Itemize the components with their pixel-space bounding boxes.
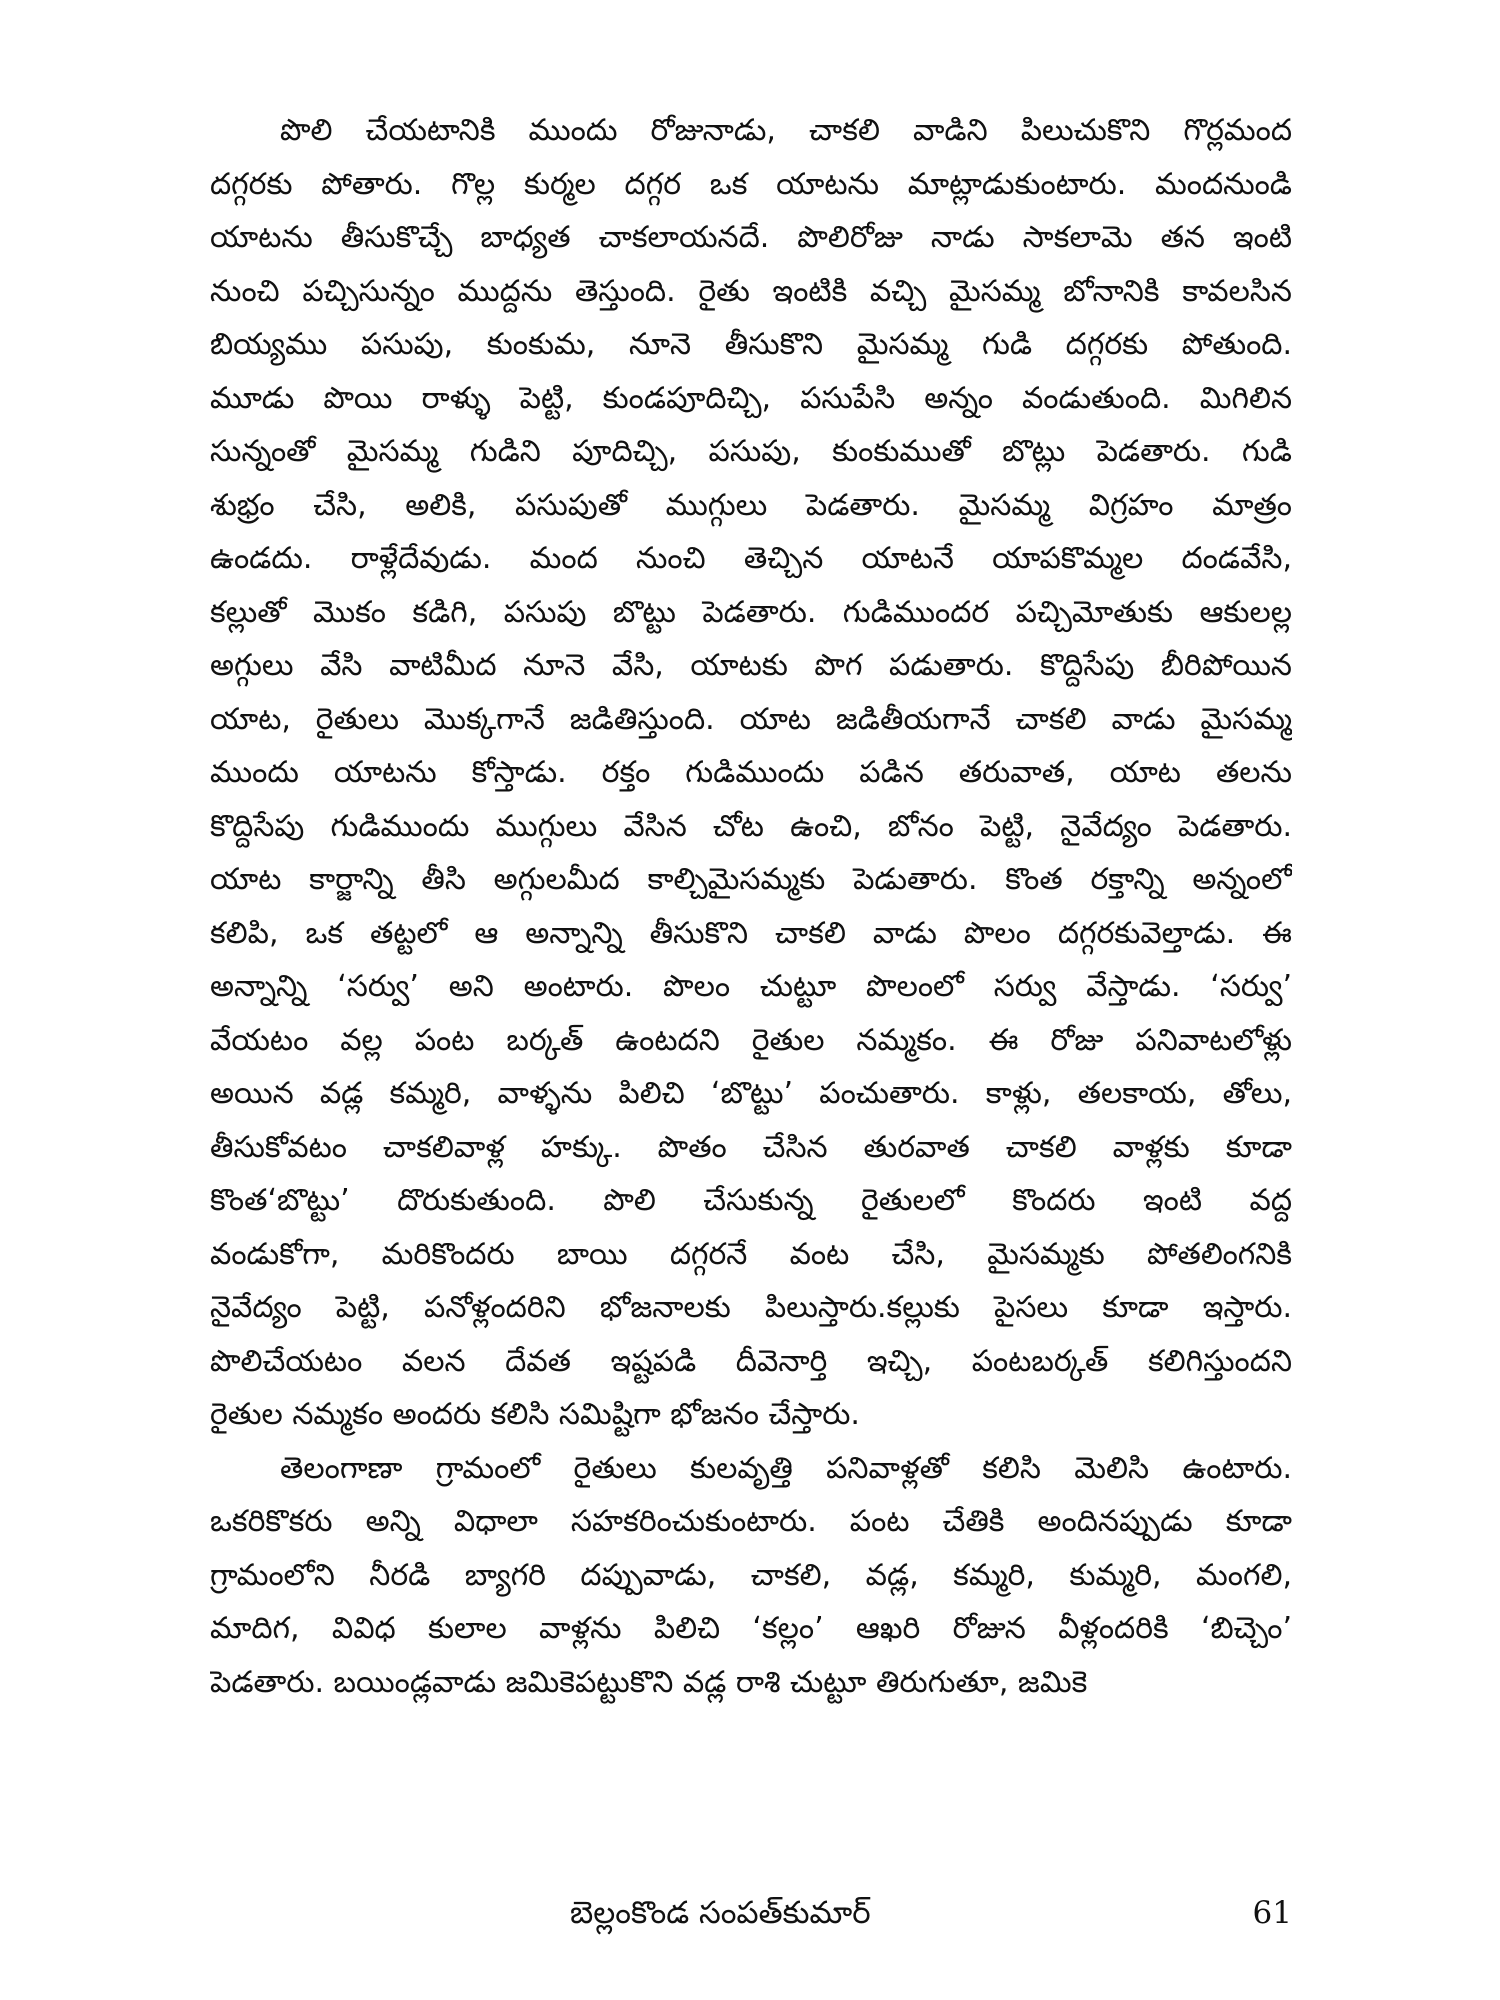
text-line: అగ్గులు వేసి వాటిమీద నూనె వేసి, యాటకు పొగ పడుతారు. కొద్దిసేపు బీరిపోయిన (210, 648, 1292, 683)
text-line: ముందు యాటను కోస్తాడు. రక్తం గుడిముందు పడిన తరువాత, యాట తలను (210, 755, 1292, 790)
footer-author: బెల్లంకొండ సంపత్‌కుమార్ (570, 1895, 871, 1931)
paragraph-2 (210, 1442, 1292, 1710)
text-line: కొంత‘బొట్టు’ దొరుకుతుంది. పొలి చేసుకున్న రైతులలో కొందరు ఇంటి వద్ద (210, 1183, 1292, 1218)
text-line: తీసుకోవటం చాకలివాళ్ల హక్కు. పొతం చేసిన తురవాత చాకలి వాళ్లకు కూడా (210, 1129, 1292, 1165)
text-line: మాదిగ, వివిధ కులాల వాళ్లను పిలిచి ‘కల్లం’ ఆఖరి రోజున వీళ్లందరికి ‘బిచ్చెం’ (210, 1611, 1292, 1646)
text-line: తెలంగాణా గ్రామంలో రైతులు కులవృత్తి పనివాళ్లతో కలిసి మెలిసి ఉంటారు. (280, 1450, 1292, 1486)
text-line: బియ్యము పసుపు, కుంకుమ, నూనె తీసుకొని మైసమ్మ గుడి దగ్గరకు పోతుంది. (210, 327, 1292, 362)
text-line: గ్రామంలోని నీరడి బ్యాగరి దప్పువాడు, చాకలి, వడ్ల, కమ్మరి, కుమ్మరి, మంగలి, (210, 1557, 1292, 1593)
text-line: రైతుల నమ్మకం అందరు కలిసి సమిష్టిగా భోజనం చేస్తారు. (210, 1397, 860, 1432)
page-number: 61 (1252, 1895, 1292, 1931)
text-line: ఒకరికొకరు అన్ని విధాలా సహకరించుకుంటారు. పంట చేతికి అందినప్పుడు కూడా (210, 1504, 1292, 1539)
text-line: పెడతారు. బయిండ్లవాడు జమికెపట్టుకొని వడ్ల రాశి చుట్టూ తిరుగుతూ, జమికె (210, 1664, 1088, 1700)
page-footer (210, 1888, 1292, 1938)
text-line: పొలి చేయటానికి ముందు రోజునాడు, చాకలి వాడిని పిలుచుకొని గొర్లమంద (280, 113, 1292, 148)
text-line: ఉండదు. రాళ్లేదేవుడు. మంద నుంచి తెచ్చిన యాటనే యాపకొమ్మల దండవేసి, (210, 541, 1292, 576)
text-line: వేయటం వల్ల పంట బర్కత్ ఉంటదని రైతుల నమ్మకం. ఈ రోజు పనివాటలోళ్లు (210, 1022, 1292, 1058)
text-line: కొద్దిసేపు గుడిముందు ముగ్గులు వేసిన చోట ఉంచి, బోనం పెట్టి, నైవేద్యం పెడతారు. (210, 808, 1292, 844)
text-line: నైవేద్యం పెట్టి, పనోళ్లందరిని భోజనాలకు పిలుస్తారు.కల్లుకు పైసలు కూడా ఇస్తారు. (210, 1290, 1292, 1325)
text-line: పొలిచేయటం వలన దేవత ఇష్టపడి దీవెనార్తి ఇచ్చి, పంటబర్కత్ కలిగిస్తుందని (210, 1343, 1292, 1379)
text-line: యాట, రైతులు మొక్కగానే జడితిస్తుంది. యాట జడితీయగానే చాకలి వాడు మైసమ్మ (210, 701, 1292, 737)
text-line: కల్లుతో మొకం కడిగి, పసుపు బొట్టు పెడతారు. గుడిముందర పచ్చిమోతుకు ఆకులల్ల (210, 594, 1292, 630)
text-line: నుంచి పచ్చిసున్నం ముద్దను తెస్తుంది. రైతు ఇంటికి వచ్చి మైసమ్మ బోనానికి కావలసిన (210, 273, 1292, 309)
text-line: యాటను తీసుకొచ్చే బాధ్యత చాకలాయనదే. పొలిరోజు నాడు సాకలామె తన ఇంటి (210, 220, 1292, 255)
text-line: దగ్గరకు పోతారు. గొల్ల కుర్మల దగ్గర ఒక యాటను మాట్లాడుకుంటారు. మందనుండి (210, 166, 1292, 202)
text-line: సున్నంతో మైసమ్మ గుడిని పూదిచ్చి, పసుపు, కుంకుముతో బొట్లు పెడతారు. గుడి (210, 434, 1292, 469)
text-line: శుభ్రం చేసి, అలికి, పసుపుతో ముగ్గులు పెడతారు. మైసమ్మ విగ్రహం మాత్రం (210, 487, 1292, 523)
text-line: అయిన వడ్ల కమ్మరి, వాళ్ళను పిలిచి ‘బొట్టు’ పంచుతారు. కాళ్లు, తలకాయ, తోలు, (210, 1076, 1292, 1111)
text-line: కలిపి, ఒక తట్టలో ఆ అన్నాన్ని తీసుకొని చాకలి వాడు పొలం దగ్గరకువెల్తాడు. ఈ (210, 915, 1292, 951)
body-text (210, 104, 1292, 1709)
text-line: అన్నాన్ని ‘సర్వు’ అని అంటారు. పొలం చుట్టూ పొలంలో సర్వు వేస్తాడు. ‘సర్వు’ (210, 969, 1292, 1004)
text-line: వండుకోగా, మరికొందరు బాయి దగ్గరనే వంట చేసి, మైసమ్మకు పోతలింగనికి (210, 1236, 1292, 1272)
text-line: మూడు పొయి రాళ్ళు పెట్టి, కుండపూదిచ్చి, పసుపేసి అన్నం వండుతుంది. మిగిలిన (210, 380, 1292, 416)
paragraph-1 (210, 104, 1292, 1442)
text-line: యాట కార్జాన్ని తీసి అగ్గులమీద కాల్చిమైసమ్మకు పెడుతారు. కొంత రక్తాన్ని అన్నంలో (210, 862, 1292, 897)
